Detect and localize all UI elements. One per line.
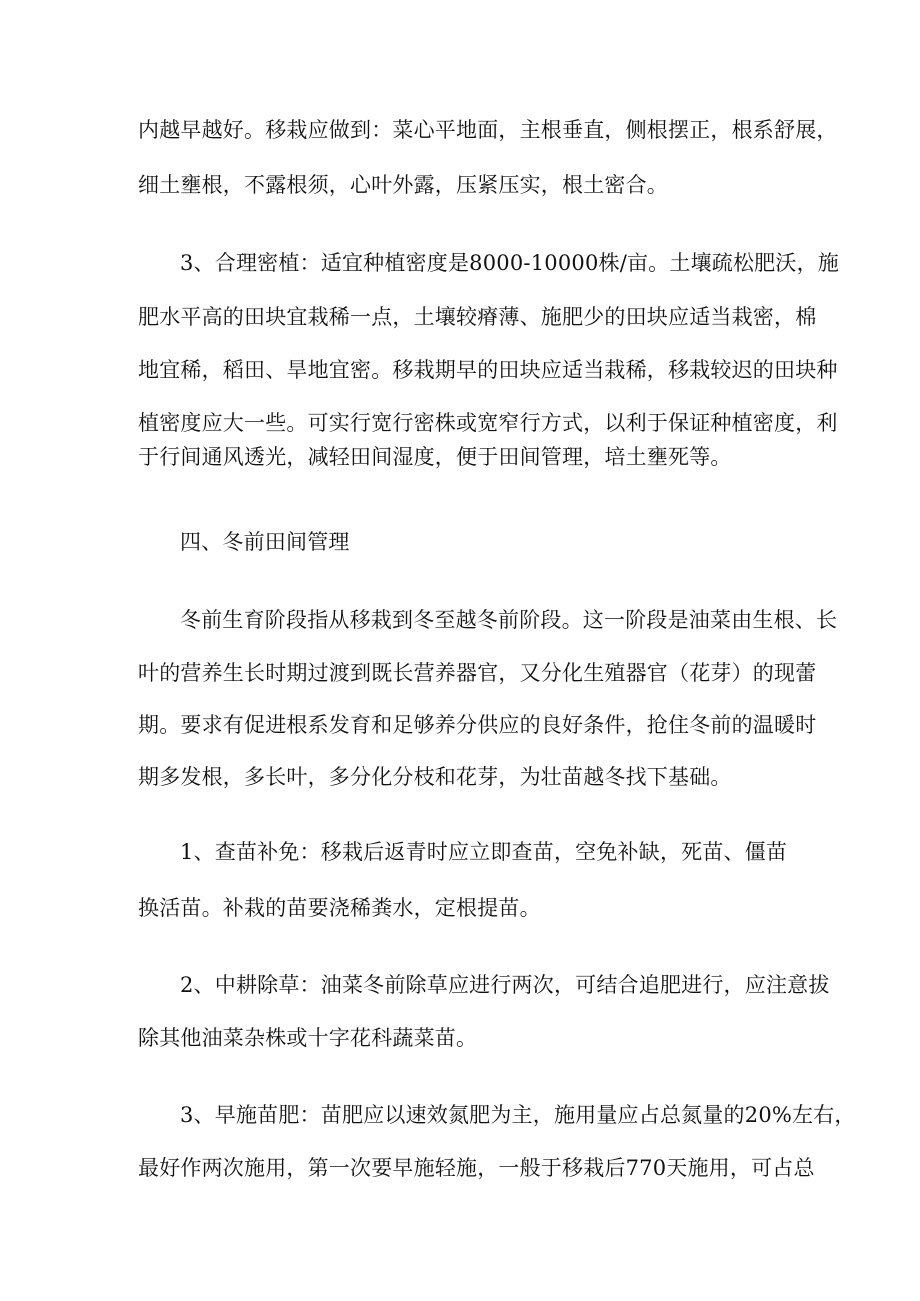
paragraph-line: 细土壅根，不露根须，心叶外露，压紧压实，根土密合。 bbox=[138, 173, 668, 197]
paragraph-line: 地宜稀，稻田、旱地宜密。移栽期早的田块应适当栽稀，移栽较迟的田块种 bbox=[138, 358, 838, 382]
paragraph-line: 1、查苗补免：移栽后返青时应立即查苗，空免补缺，死苗、僵苗 bbox=[180, 840, 788, 864]
paragraph-line: 最好作两次施用，第一次要早施轻施，一般于移栽后770天施用，可占总 bbox=[138, 1156, 815, 1180]
paragraph-line: 换活苗。补栽的苗要浇稀粪水，定根提苗。 bbox=[138, 896, 541, 920]
paragraph-line: 期。要求有促进根系发育和足够养分供应的良好条件，抢住冬前的温暖时 bbox=[138, 713, 817, 737]
paragraph-line: 内越早越好。移栽应做到：菜心平地面，主根垂直，侧根摆正，根系舒展， bbox=[138, 118, 838, 142]
paragraph-line: 2、中耕除草：油菜冬前除草应进行两次，可结合追肥进行，应注意拔 bbox=[180, 973, 830, 997]
paragraph-line: 叶的营养生长时期过渡到既长营养器官，又分化生殖器官（花芽）的现蕾 bbox=[138, 661, 817, 685]
paragraph-line: 期多发根，多长叶，多分化分枝和花芽，为壮苗越冬找下基础。 bbox=[138, 765, 732, 789]
paragraph-line: 植密度应大一些。可实行宽行密株或宽窄行方式，以利于保证种植密度，利 bbox=[138, 411, 838, 435]
paragraph-line: 冬前生育阶段指从移栽到冬至越冬前阶段。这一阶段是油菜由生根、长 bbox=[180, 608, 838, 632]
paragraph-line: 3、合理密植：适宜种植密度是8000-10000株/亩。土壤疏松肥沃，施 bbox=[180, 251, 839, 275]
paragraph-line: 3、早施苗肥：苗肥应以速效氮肥为主，施用量应占总氮量的20%左右， bbox=[180, 1103, 856, 1127]
paragraph-line: 于行间通风透光，减轻田间湿度，便于田间管理，培土壅死等。 bbox=[138, 445, 732, 469]
section-heading: 四、冬前田间管理 bbox=[180, 530, 350, 554]
paragraph-line: 除其他油菜杂株或十字花科蔬菜苗。 bbox=[138, 1026, 478, 1050]
paragraph-line: 肥水平高的田块宜栽稀一点，土壤较瘠薄、施肥少的田块应适当栽密，棉 bbox=[138, 305, 817, 329]
